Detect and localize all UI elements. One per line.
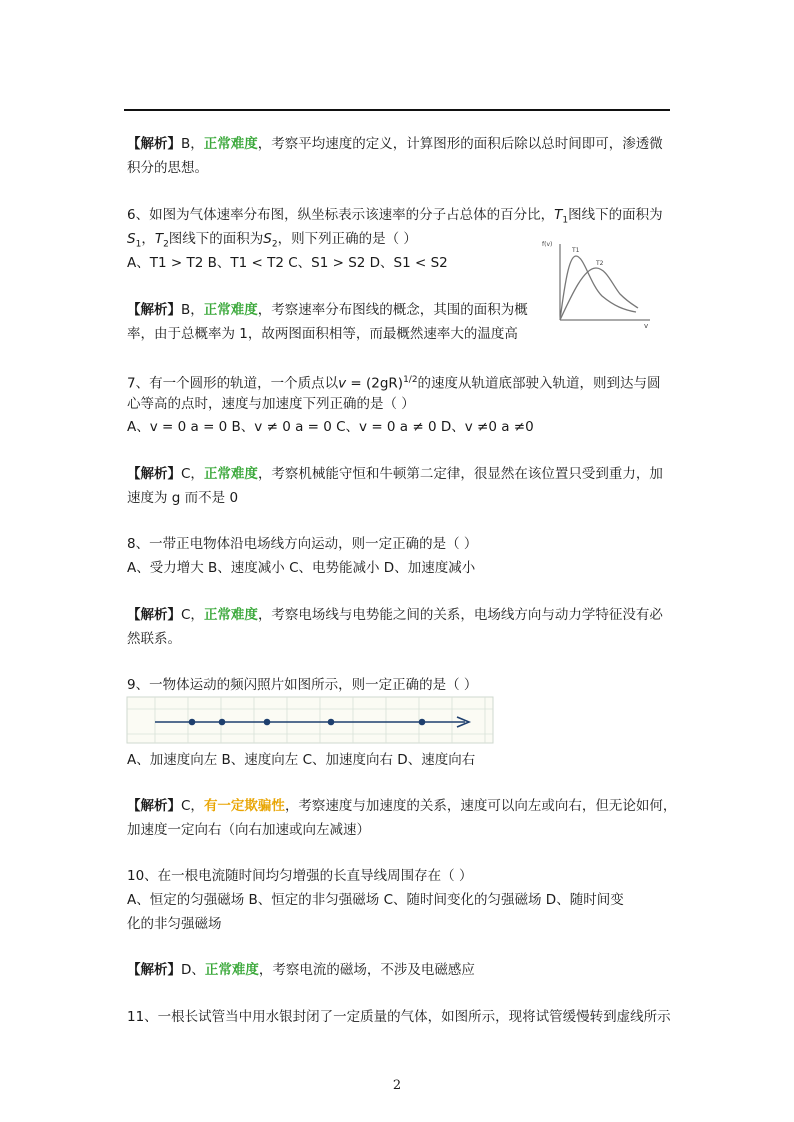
q7-stem-line1: 7、有一个圆形的轨道，一个质点以$v = (2gR)^{1/2}$的速度从轨道底部驶入轨道，则到达与圆 [127, 375, 661, 392]
q5-analysis-line2: 积分的思想。 [127, 160, 208, 176]
curve-t1-label: T1 [572, 247, 580, 254]
q8-analysis-line2: 然联系。 [127, 631, 181, 647]
analysis-tag: 【解析】 [127, 962, 181, 978]
x-axis-label: v [644, 322, 649, 330]
curve-t2 [560, 268, 638, 320]
analysis-tag: 【解析】 [127, 607, 181, 623]
strobe-dot [419, 719, 426, 726]
curve-t2-label: T2 [596, 260, 604, 267]
q6-analysis-line1: 【解析】B，正常难度，考察速率分布图线的概念，其围的面积为概 [127, 302, 528, 318]
q9-analysis-line2: 加速度一定向右（向右加速或向左减速） [127, 822, 370, 838]
q9-stem: 9、一物体运动的频闪照片如图所示，则一定正确的是（ ） [127, 677, 478, 693]
difficulty-label: 正常难度 [204, 962, 259, 978]
strobe-dot [219, 719, 226, 726]
difficulty-label: 有一定欺骗性 [203, 798, 285, 814]
page-number: 2 [392, 1078, 402, 1093]
q6-stem-line1: 6、如图为气体速率分布图，纵坐标表示该速率的分子占总体的百分比，$T_1$图线下的面积为 [127, 207, 663, 226]
q11-stem-line1: 11、一根长试管当中用水银封闭了一定质量的气体，如图所示，现将试管缓慢转到虚线所示 [127, 1009, 671, 1025]
q7-analysis-line1: 【解析】C，正常难度，考察机械能守恒和牛顿第二定律，很显然在该位置只受到重力，加 [127, 466, 663, 482]
strobe-dot [328, 719, 335, 726]
header-rule [124, 109, 670, 111]
q7-options: A、v = 0 a = 0 B、v ≠ 0 a = 0 C、v = 0 a ≠ 0 D、v ≠0 a ≠0 [127, 419, 534, 435]
analysis-tag: 【解析】 [127, 136, 181, 152]
analysis-tag: 【解析】 [127, 798, 181, 814]
strobe-photo-figure [127, 697, 493, 743]
difficulty-label: 正常难度 [203, 136, 258, 152]
strobe-dot [264, 719, 271, 726]
q6-analysis-line2: 率，由于总概率为 1，故两图面积相等，而最概然速率大的温度高 [127, 326, 518, 342]
q10-options-line2: 化的非匀强磁场 [127, 916, 222, 932]
q7-analysis-line2: 速度为 g 而不是 0 [127, 490, 239, 506]
y-axis-label: f(v) [542, 241, 553, 248]
analysis-tag: 【解析】 [127, 302, 181, 318]
q5-analysis-line1: 【解析】B，正常难度，考察平均速度的定义，计算图形的面积后除以总时间即可，渗透微 [127, 136, 663, 152]
q9-options: A、加速度向左 B、速度向左 C、加速度向右 D、速度向右 [127, 752, 476, 768]
difficulty-label: 正常难度 [203, 466, 258, 482]
q10-options-line1: A、恒定的匀强磁场 B、恒定的非匀强磁场 C、随时间变化的匀强磁场 D、随时间变 [127, 892, 624, 908]
q8-stem: 8、一带正电物体沿电场线方向运动，则一定正确的是（ ） [127, 536, 478, 552]
q8-options: A、受力增大 B、速度减小 C、电势能减小 D、加速度减小 [127, 560, 476, 576]
q9-analysis-line1: 【解析】C，有一定欺骗性，考察速度与加速度的关系，速度可以向左或向右，但无论如何， [127, 798, 677, 814]
difficulty-label: 正常难度 [203, 302, 258, 318]
q7-stem-line2: 心等高的点时，速度与加速度下列正确的是（ ） [127, 396, 415, 412]
strobe-dot [189, 719, 196, 726]
q6-stem-line2: $S_1$，$T_2$图线下的面积为$S_2$，则下列正确的是（ ） [127, 231, 417, 250]
speed-distribution-graph [540, 234, 660, 330]
q6-options: A、T1 > T2 B、T1 < T2 C、S1 > S2 D、S1 < S2 [127, 255, 448, 271]
q10-stem: 10、在一根电流随时间均匀增强的长直导线周围存在（ ） [127, 868, 473, 884]
q10-analysis-line1: 【解析】D、正常难度，考察电流的磁场，不涉及电磁感应 [127, 962, 475, 978]
difficulty-label: 正常难度 [203, 607, 258, 623]
analysis-tag: 【解析】 [127, 466, 181, 482]
q8-analysis-line1: 【解析】C，正常难度，考察电场线与电势能之间的关系，电场线方向与动力学特征没有必 [127, 607, 663, 623]
